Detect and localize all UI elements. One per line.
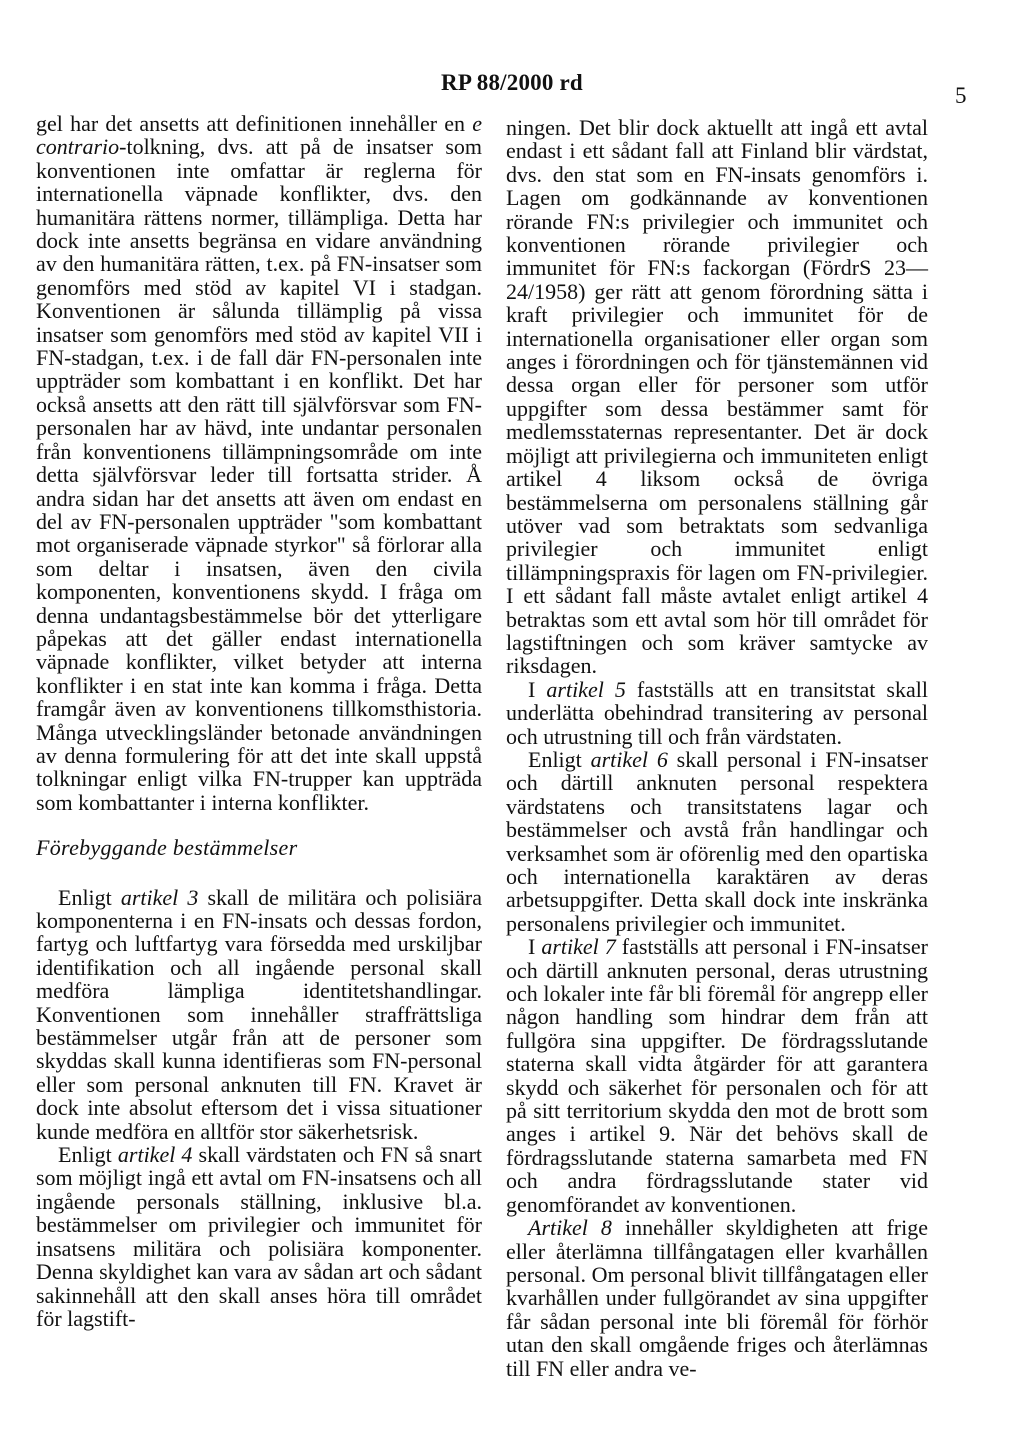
paragraph: I artikel 7 fastställs att personal i FN-insatser och därtill anknuten personal, deras utrustning och lokaler inte får bli föremål för angrepp eller någon handling som hindrar dem från att fullgöra sina uppgifter. De fördragsslutande staterna skall vidta åtgärder för att garantera skydd och säkerhet för personalen och för att på sitt territorium skydda den mot de brott som anges i artikel 9. När det behövs skall de fördragsslutande staterna samarbeta med FN och andra fördragsslutande stater vid genomförandet av konventionen. [506,934,928,1217]
page-number: 5 [955,83,967,108]
paragraph: I artikel 5 fastställs att en transitstat skall underlätta obehindrad transitering av personal och utrustning till och från värdstaten. [506,676,928,749]
paragraph: Enligt artikel 4 skall värdstaten och FN så snart som möjligt ingå ett avtal om FN-insatsens och all ingående personals ställning, inklusive bl.a. bestämmelser om privilegier och immunitet för insatsens militära och polisiära komponenter. Denna skyldighet kan vara av sådan art och sådant sakinnehåll att den skall anses höra till området för lagstift- [36,1142,483,1331]
paragraph: Enligt artikel 6 skall personal i FN-insatser och därtill anknuten personal respektera värdstatens och transitstatens lagar och bestämmelser och avstå från handlingar och verksamhet som är oförenlig med den opartiska och internationella karaktären av deras arbetsuppgifter. Detta skall dock inte inskränka personalens privilegier och immunitet. [506,746,928,936]
paragraph: Artikel 8 innehåller skyldigheten att frige eller återlämna tillfångatagen eller kvarhållen personal. Om personal blivit tillfångatagen eller kvarhållen under fullgörandet av sina uppgifter får sådan personal inte bli föremål för förhör utan den skall omgående friges och återlämnas till FN eller andra ve- [506,1215,929,1381]
paragraph: ningen. Det blir dock aktuellt att ingå ett avtal endast i ett sådant fall att Finland blir värdstat, dvs. den stat som en FN-insats genomförs i. Lagen om godkännande av konventionen rörande FN:s privilegier och immunitet och konventionen rörande privilegier och immunitet för FN:s fackorgan (FördrS 23—24/1958) ger rätt att genom förordning sätta i kraft privilegier och immunitet för de internationella organisationer eller organ som anges i förordningen och för tjänstemännen vid dessa organ eller för personer som utför uppgifter som dessa bestämmer samt för medlemsstaternas representanter. Det är dock möjligt att privilegierna och immuniteten enligt artikel 4 liksom också de övriga bestämmelserna om personalens ställning går utöver vad som betraktats som sedvanliga privilegier och immunitet enligt tillämpningspraxis för lagen om FN-privilegier. I ett sådant fall måste avtalet enligt artikel 4 betraktas som ett avtal som hör till området för lagstiftningen och som kräver samtycke av riksdagen. [506,115,928,679]
paragraph: gel har det ansetts att definitionen innehåller en e contrario-tolkning, dvs. att på de insatser som konventionen inte omfattar är reglerna för internationella väpnade konflikter, dvs. den humanitära rättens normer, tillämpliga. Detta har dock inte ansetts begränsa en vidare användning av den humanitära rätten, t.ex. på FN-insatser som genomförs med stöd av kapitel VI i stadgan. Konventionen är sålunda tillämplig på vissa insatser som genomförs med stöd av kapitel VII i FN-stadgan, t.ex. i de fall där FN-personalen inte uppträder som kombattant i en konflikt. Det har också ansetts att den rätt till självförsvar som FN-personalen har av hävd, inte undantar personalen från konventionens tillämpningsområde om inte detta självförsvar leder till fortsatta strider. Å andra sidan har det ansetts att även om endast en del av FN-personalen uppträder "som kombattant mot organiserade väpnade styrkor" så förlorar alla som deltar i insatsen, även den civila komponenten, konventionens skydd. I fråga om denna undantagsbestämmelse bör det ytterligare påpekas att det gäller endast internationella väpnade konflikter, vilket betyder att interna konflikter i en stat inte kan komma i fråga. Detta framgår även av konventionens tillkomsthistoria. Många utvecklingsländer betonade användningen av denna formulering för att det inte skall uppstå tolkningar enligt vilka FN-trupper kan uppträda som kombattanter i interna konflikter. [36,111,482,815]
page-header [0,70,1024,108]
right-column [506,116,928,1380]
section-heading: Förebyggande bestämmelser [36,835,298,861]
paragraph: Enligt artikel 3 skall de militära och polisiära komponenterna i en FN-insats och dessas fordon, fartyg och luftfartyg vara försedda med urskiljbar identifikation och all ingående personal skall medföra lämpliga identitetshandlingar. Konventionen som innehåller straffrättsliga bestämmelser utgår från att de personer som skyddas skall kunna identifieras som FN-personal eller som personal anknuten till FN. Kravet är dock inte absolut eftersom det i vissa situationer kunde medföra en alltför stor säkerhetsrisk. [36,884,482,1144]
document-reference: RP 88/2000 rd [441,70,583,95]
left-column [36,112,482,1330]
